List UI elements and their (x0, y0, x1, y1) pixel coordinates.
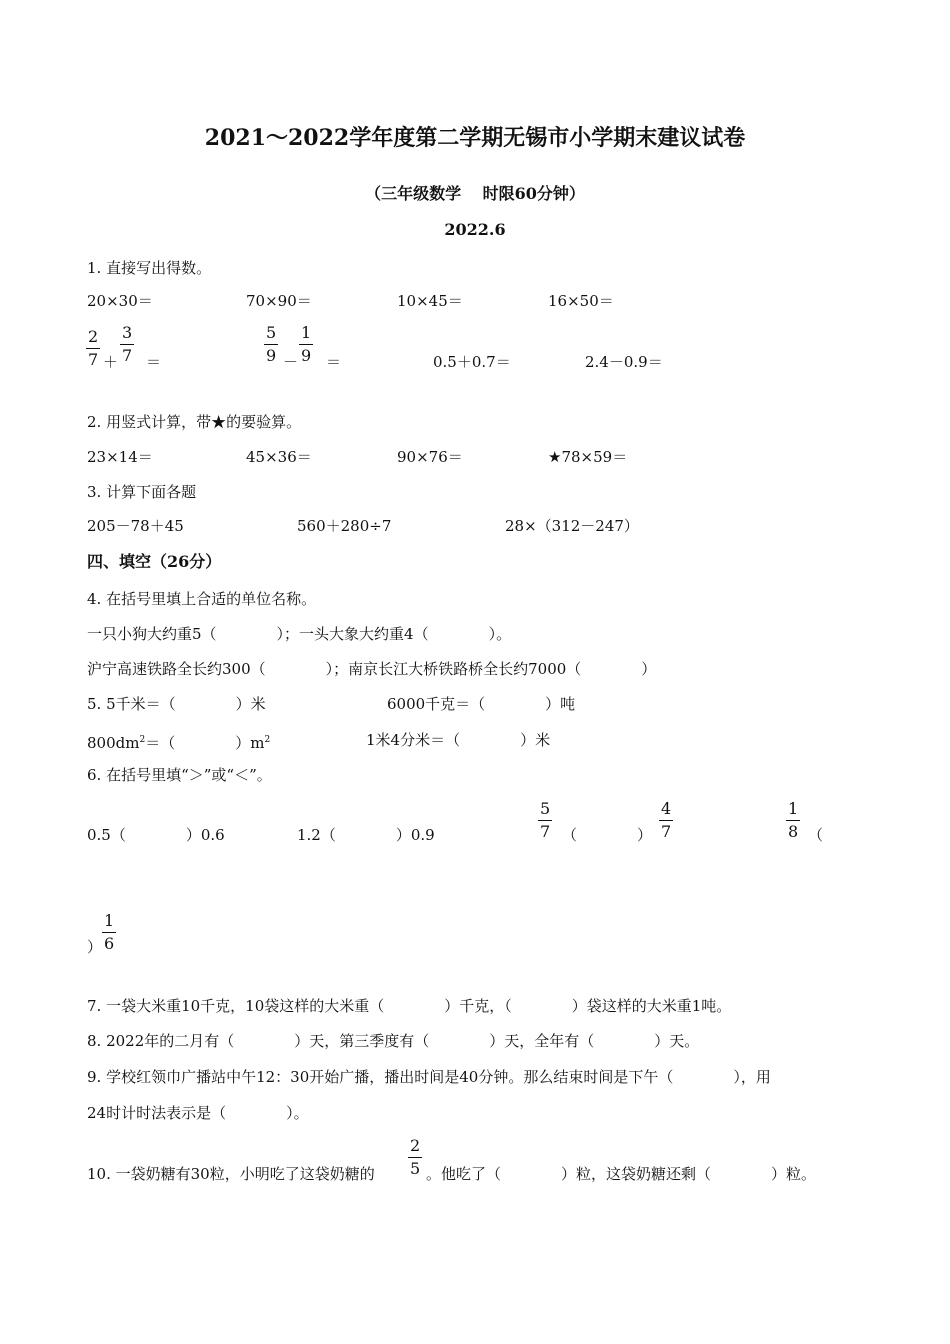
q7-text: 7. 一袋大米重10千克，10袋这样的大米重（ ）千克，（ ）袋这样的大米重1吨。 (87, 997, 732, 1015)
q2-item: 45×36＝ (246, 448, 312, 466)
q1-item: 0.5＋0.7＝ (433, 353, 511, 371)
fraction-numerator: 5 (266, 323, 277, 342)
q3-item: 560＋280÷7 (297, 517, 392, 535)
fraction-denominator: 7 (88, 350, 99, 369)
fraction-denominator: 9 (301, 346, 312, 365)
q2-item: ★78×59＝ (548, 448, 628, 466)
answer-parens-open: （ (808, 826, 824, 844)
fraction-numerator: 5 (540, 799, 551, 818)
fraction-numerator: 1 (788, 799, 799, 818)
q1-item: 10×45＝ (397, 292, 463, 310)
fraction-denominator: 5 (410, 1159, 421, 1178)
fraction-numerator: 3 (122, 323, 133, 342)
q1-item: 2.4－0.9＝ (585, 353, 663, 371)
q1-item: 20×30＝ (87, 292, 153, 310)
q5-item: 1米4分米＝（ ）米 (366, 731, 551, 749)
fraction-numerator: 2 (410, 1136, 421, 1155)
fraction (102, 912, 116, 953)
fraction (120, 324, 134, 365)
q5-item: 6000千克＝（ ）吨 (387, 695, 576, 713)
q6-prompt: 6. 在括号里填“＞”或“＜”。 (87, 766, 272, 784)
operator: － (283, 353, 299, 371)
q9-line: 24时计时法表示是（ ）。 (87, 1104, 309, 1122)
fraction-denominator: 7 (540, 822, 551, 841)
fraction-denominator: 7 (122, 346, 133, 365)
fraction (659, 800, 673, 841)
q4-line: 一只小狗大约重5（ ）；一头大象大约重4（ ）。 (87, 625, 512, 643)
q2-item: 23×14＝ (87, 448, 153, 466)
q10-text-post: 。他吃了（ ）粒，这袋奶糖还剩（ ）粒。 (426, 1165, 817, 1183)
fraction (299, 324, 313, 365)
q2-item: 90×76＝ (397, 448, 463, 466)
fraction-denominator: 7 (661, 822, 672, 841)
fraction-numerator: 4 (661, 799, 672, 818)
fraction-denominator: 9 (266, 346, 277, 365)
q5-item: $800dm^2=$（ ）$m^2$ (87, 734, 271, 752)
q1-prompt: 1. 直接写出得数。 (87, 259, 212, 277)
q4-line: 沪宁高速铁路全长约300（ ）；南京长江大桥铁路桥全长约7000（ ） (87, 660, 657, 678)
q6-item: 0.5（ ）0.6 (87, 826, 225, 844)
exam-date: 2022.6 (444, 220, 506, 239)
q3-item: 205－78＋45 (87, 517, 184, 535)
fraction-denominator: 8 (788, 822, 799, 841)
answer-parens: （ ） (562, 826, 653, 844)
equals: ＝ (326, 353, 342, 371)
q3-item: 28×（312－247） (505, 517, 639, 535)
fraction (264, 324, 278, 365)
q8-text: 8. 2022年的二月有（ ）天，第三季度有（ ）天，全年有（ ）天。 (87, 1032, 700, 1050)
q2-prompt: 2. 用竖式计算，带★的要验算。 (87, 413, 302, 431)
equals: ＝ (146, 353, 162, 371)
fraction-numerator: 1 (104, 911, 115, 930)
operator: ＋ (103, 353, 119, 371)
page-title: 2021～2022学年度第二学期无锡市小学期末建议试卷 (204, 125, 746, 151)
section-heading: 四、填空（26分） (87, 552, 222, 571)
q10-text-pre: 10. 一袋奶糖有30粒，小明吃了这袋奶糖的 (87, 1165, 375, 1183)
q1-item: 70×90＝ (246, 292, 312, 310)
fraction-denominator: 6 (104, 934, 115, 953)
fraction-numerator: 2 (88, 327, 99, 346)
fraction-numerator: 1 (301, 323, 312, 342)
fraction (86, 328, 100, 369)
q4-prompt: 4. 在括号里填上合适的单位名称。 (87, 590, 317, 608)
answer-parens-close: ） (87, 938, 103, 956)
page-subtitle: （三年级数学 时限60分钟） (365, 184, 585, 203)
q9-line: 9. 学校红领巾广播站中午12：30开始广播，播出时间是40分钟。那么结束时间是下午（ ），用 (87, 1068, 771, 1086)
fraction (538, 800, 552, 841)
fraction (408, 1137, 422, 1178)
fraction (786, 800, 800, 841)
q3-prompt: 3. 计算下面各题 (87, 483, 197, 501)
q6-item: 1.2（ ）0.9 (297, 826, 435, 844)
q5-item: 5. 5千米＝（ ）米 (87, 695, 266, 713)
q1-item: 16×50＝ (548, 292, 614, 310)
